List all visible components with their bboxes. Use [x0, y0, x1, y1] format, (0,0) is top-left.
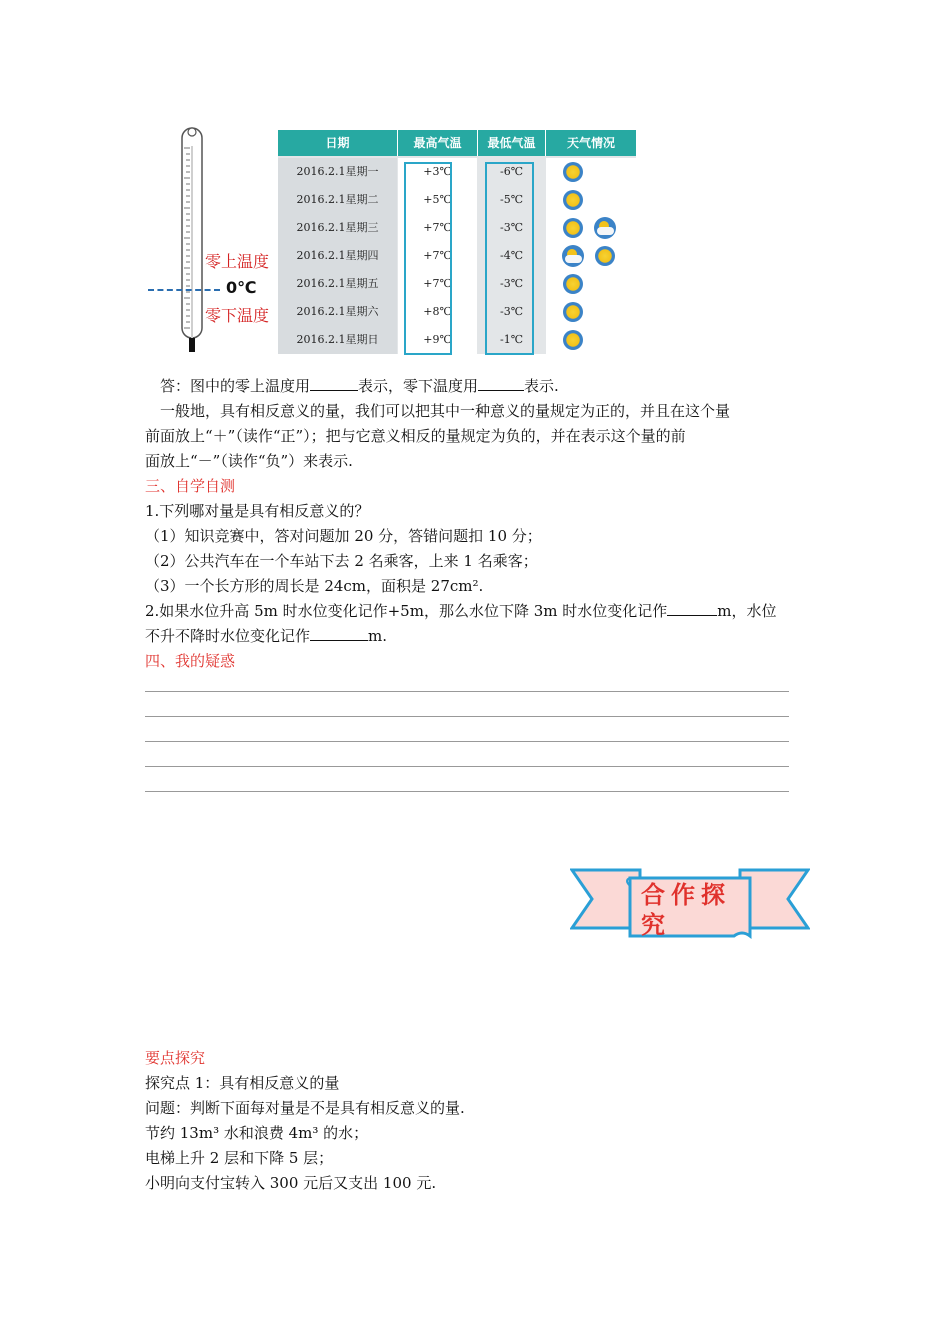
question-1-item-2: （2）公共汽车在一个车站下去 2 名乘客，上来 1 名乘客；: [145, 552, 538, 570]
low-temp-cell: -3℃: [478, 270, 545, 298]
writing-line-4: [145, 766, 789, 767]
writing-line-3: [145, 741, 789, 742]
weather-cell: [546, 214, 636, 242]
weather-table: [278, 130, 636, 354]
weather-row: [278, 298, 636, 326]
writing-line-5: [145, 791, 789, 792]
partly-cloudy-icon: [562, 245, 584, 267]
below-zero-label: 零下温度: [205, 306, 270, 325]
date-cell: 2016.2.1星期一: [278, 158, 397, 188]
weather-cell: [546, 186, 636, 214]
weather-row: [278, 242, 636, 270]
weather-cell: [546, 270, 636, 298]
ribbon-title: 合作探究: [641, 881, 731, 939]
high-temp-cell: +3℃: [398, 158, 477, 186]
weather-row: [278, 158, 636, 186]
weather-cell: [546, 158, 636, 186]
explore-point: 探究点 1：具有相反意义的量: [145, 1074, 340, 1092]
definition-line-1: 一般地，具有相反意义的量，我们可以把其中一种意义的量规定为正的，并且在这个量: [160, 402, 731, 420]
answer-text-1: 答：图中的零上温度用: [160, 377, 311, 395]
high-temp-cell: +7℃: [398, 242, 477, 270]
answer-line: [160, 375, 559, 397]
sunny-icon: [563, 190, 583, 210]
sunny-icon: [563, 162, 583, 182]
header-weather: 天气情况: [566, 136, 615, 150]
date-cell: 2016.2.1星期日: [278, 326, 397, 356]
weather-row: [278, 326, 636, 354]
question-2-line-1: [145, 600, 777, 622]
writing-line-1: [145, 691, 789, 692]
question-2-blank-2: [310, 626, 368, 641]
sunny-icon: [563, 218, 583, 238]
sunny-icon: [563, 302, 583, 322]
answer-blank-1: [310, 376, 358, 391]
low-column-outline: [485, 162, 534, 355]
low-temp-cell: -6℃: [478, 158, 545, 186]
definition-line-2: 前面放上“＋”（读作“正”）；把与它意义相反的量规定为负的，并在表示这个量的前: [145, 427, 686, 445]
answer-blank-2: [478, 376, 524, 391]
low-temp-cell: -1℃: [478, 326, 545, 354]
low-temp-cell: -3℃: [478, 214, 545, 242]
above-zero-label: 零上温度: [205, 252, 270, 271]
weather-cell: [546, 242, 636, 270]
sunny-icon: [563, 330, 583, 350]
date-cell: 2016.2.1星期五: [278, 270, 397, 300]
high-column-outline: [404, 162, 452, 355]
explore-title: 要点探究: [145, 1049, 206, 1067]
zero-degree-label: 0℃: [226, 278, 257, 297]
partly-cloudy-icon: [594, 217, 616, 239]
question-1-item-3: （3）一个长方形的周长是 24cm，面积是 27cm².: [145, 577, 484, 595]
question-2-blank-1: [667, 601, 717, 616]
date-cell: 2016.2.1星期四: [278, 242, 397, 272]
answer-text-2: 表示，零下温度用: [358, 377, 479, 395]
high-temp-cell: +8℃: [398, 298, 477, 326]
definition-line-3: 面放上“－”（读作“负”）来表示.: [145, 452, 353, 470]
explore-question: 问题：判断下面每对量是不是具有相反意义的量.: [145, 1099, 465, 1117]
date-cell: 2016.2.1星期三: [278, 214, 397, 244]
question-1-item-1: （1）知识竞赛中，答对问题加 20 分，答错问题扣 10 分；: [145, 527, 542, 545]
question-2-text-2: m，水位: [717, 602, 777, 620]
answer-text-3: 表示.: [524, 377, 559, 395]
section3-title: 三、自学自测: [145, 477, 236, 495]
low-temp-cell: -5℃: [478, 186, 545, 214]
question-2-text-3: 不升不降时水位变化记作: [145, 627, 311, 645]
date-cell: 2016.2.1星期二: [278, 186, 397, 216]
high-temp-cell: +7℃: [398, 270, 477, 298]
weather-row: [278, 186, 636, 214]
weather-row: [278, 214, 636, 242]
weather-row: [278, 270, 636, 298]
question-2-text-1: 2.如果水位升高 5m 时水位变化记作+5m，那么水位下降 3m 时水位变化记作: [145, 602, 668, 620]
high-temp-cell: +9℃: [398, 326, 477, 354]
sunny-icon: [595, 246, 615, 266]
sunny-icon: [563, 274, 583, 294]
thermometer-icon: [182, 128, 202, 352]
weather-table-header: [278, 130, 636, 156]
high-temp-cell: +5℃: [398, 186, 477, 214]
question-2-text-4: m.: [368, 627, 388, 645]
explore-item-2: 电梯上升 2 层和下降 5 层；: [145, 1149, 334, 1167]
date-cell: 2016.2.1星期六: [278, 298, 397, 328]
weather-cell: [546, 326, 636, 354]
header-high: 最高气温: [398, 130, 478, 156]
header-date: 日期: [278, 130, 398, 156]
low-temp-cell: -4℃: [478, 242, 545, 270]
question-1: 1.下列哪对量是具有相反意义的？: [145, 502, 370, 520]
low-temp-cell: -3℃: [478, 298, 545, 326]
weather-cell: [546, 298, 636, 326]
explore-item-3: 小明向支付宝转入 300 元后又支出 100 元.: [145, 1174, 437, 1192]
section4-title: 四、我的疑惑: [145, 652, 236, 670]
writing-line-2: [145, 716, 789, 717]
question-2-line-2: [145, 625, 387, 647]
header-low: 最低气温: [478, 130, 546, 156]
high-temp-cell: +7℃: [398, 214, 477, 242]
zero-dash-line: [148, 289, 220, 291]
explore-item-1: 节约 13m³ 水和浪费 4m³ 的水；: [145, 1124, 369, 1142]
